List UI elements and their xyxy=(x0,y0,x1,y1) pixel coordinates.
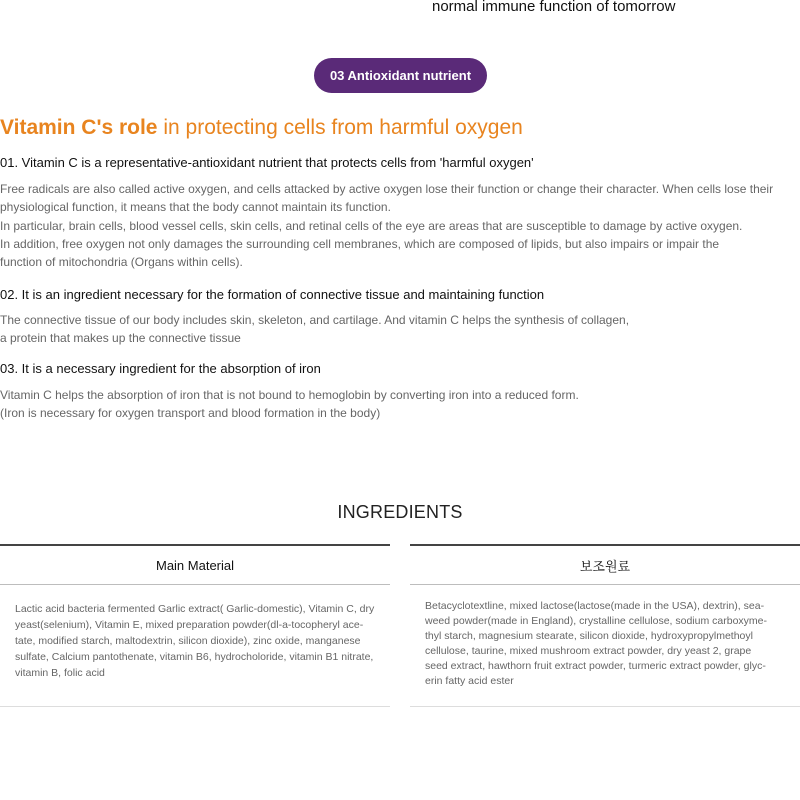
ingredient-line: sulfate, Calcium pantothenate, vitamin B6, hydrocholoride, vitamin B1 nitrate, xyxy=(15,651,374,663)
section-1-title: 01. Vitamin C is a representative-antioxidant nutrient that protects cells from 'harmful oxygen' xyxy=(0,155,534,170)
section-3-title: 03. It is a necessary ingredient for the absorption of iron xyxy=(0,361,321,376)
sub-material-table xyxy=(410,544,800,707)
body-line: In addition, free oxygen not only damages the surrounding cell membranes, which are composed of lipids, but also impairs or impair the xyxy=(0,236,720,251)
main-material-cell xyxy=(0,585,390,681)
sub-material-header: 보조원료 xyxy=(410,546,800,585)
body-line: Free radicals are also called active oxygen, and cells attacked by active oxygen lose their function or change their character. When cells lose their xyxy=(0,182,774,196)
body-line: Vitamin C helps the absorption of iron that is not bound to hemoglobin by converting iron into a reduced form. xyxy=(0,388,579,402)
ingredient-line: erin fatty acid ester xyxy=(425,675,514,687)
section-2-title: 02. It is an ingredient necessary for the formation of connective tissue and maintaining function xyxy=(0,287,545,302)
ingredient-line: seed extract, hawthorn fruit extract powder, turmeric extract powder, glyc- xyxy=(425,660,766,672)
ingredient-line: tate, modified starch, maltodextrin, silicon dioxide), zinc oxide, manganese xyxy=(15,635,361,647)
section-1-body xyxy=(0,180,790,271)
body-line: In particular, brain cells, blood vessel cells, skin cells, and retinal cells of the eye are areas that are susceptible to damage by active oxygen. xyxy=(0,218,743,233)
ingredient-line: vitamin B, folic acid xyxy=(15,667,105,679)
main-material-table xyxy=(0,544,390,707)
ingredient-line: yeast(selenium), Vitamin E, mixed preparation powder(dl-a-tocopheryl ace- xyxy=(15,619,364,631)
ingredient-line: Betacyclotextline, mixed lactose(lactose(made in the USA), dextrin), sea- xyxy=(425,600,765,612)
sub-material-cell xyxy=(410,585,800,689)
section-3-body xyxy=(0,386,790,423)
section-badge: 03 Antioxidant nutrient xyxy=(314,58,487,93)
body-line: (Iron is necessary for oxygen transport and blood formation in the body) xyxy=(0,406,381,421)
headline-rest: in protecting cells from harmful oxygen xyxy=(163,116,523,139)
body-line: The connective tissue of our body includes skin, skeleton, and cartilage. And vitamin C helps the synthesis of collagen, xyxy=(0,313,630,327)
body-line: a protein that makes up the connective tissue xyxy=(0,331,241,346)
top-text: normal immune function of tomorrow xyxy=(432,0,676,15)
main-material-header: Main Material xyxy=(0,546,390,585)
ingredient-line: cellulose, taurine, mixed mushroom extract powder, dry yeast 2, grape xyxy=(425,645,752,657)
section-2-body xyxy=(0,311,790,348)
headline-bold: Vitamin C's role xyxy=(0,116,158,139)
body-line: physiological function, it means that the body cannot maintain its function. xyxy=(0,200,391,215)
ingredients-title: INGREDIENTS xyxy=(337,502,463,522)
headline xyxy=(0,116,523,140)
body-line: function of mitochondria (Organs within cells). xyxy=(0,255,243,270)
ingredient-line: Lactic acid bacteria fermented Garlic extract( Garlic-domestic), Vitamin C, dry xyxy=(15,603,375,615)
ingredient-line: weed powder(made in England), crystalline cellulose, sodium carboxyme- xyxy=(425,615,767,627)
ingredient-line: thyl starch, magnesium stearate, silicon dioxide, hydroxypropylmethoyl xyxy=(425,630,753,642)
